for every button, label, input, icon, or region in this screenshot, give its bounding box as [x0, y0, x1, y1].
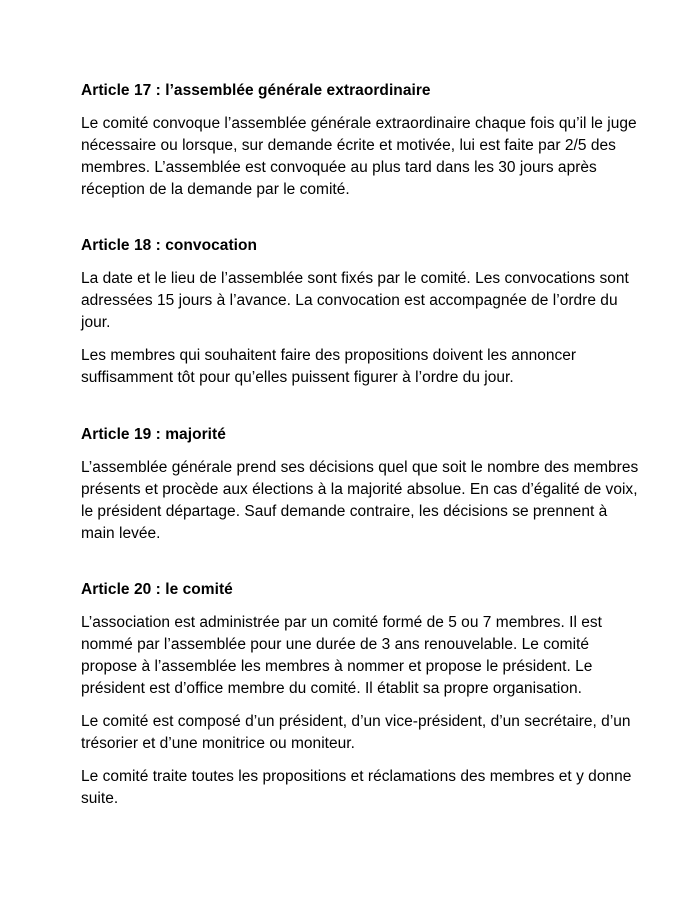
article-20-paragraph-2: Le comité est composé d’un président, d’un vice-président, d’un secrétaire, d’un trésorier et d’une monitrice ou moniteur. [81, 713, 631, 752]
article-18-paragraph-1: La date et le lieu de l’assemblée sont fixés par le comité. Les convocations sont adressées 15 jours à l’avance. La convocation est accompagnée de l’ordre du jour. [81, 270, 629, 331]
article-17-paragraph-1: Le comité convoque l’assemblée générale extraordinaire chaque fois qu’il le juge nécessaire ou lorsque, sur demande écrite et motivée, lui est faite par 2/5 des membres. L’assemblée est convoquée au plus tard dans les 30 jours après réception de la demande par le comité. [81, 115, 637, 198]
article-19 [81, 424, 641, 556]
article-18-paragraph-2: Les membres qui souhaitent faire des propositions doivent les annoncer suffisamment tôt pour qu’elles puissent figurer à l’ordre du jour. [81, 347, 577, 386]
article-20-paragraph-3: Le comité traite toutes les propositions et réclamations des membres et y donne suite. [81, 768, 632, 807]
article-18 [81, 235, 641, 400]
article-20-paragraph-1: L’association est administrée par un comité formé de 5 ou 7 membres. Il est nommé par l’assemblée pour une durée de 3 ans renouvelable. Le comité propose à l’assemblée les membres à nommer et propose le président. Le président est d’office membre du comité. Il établit sa propre organisation. [81, 614, 602, 697]
article-20-heading: Article 20 : le comité [81, 581, 233, 598]
article-18-heading: Article 18 : convocation [81, 237, 258, 254]
article-20 [81, 579, 641, 821]
article-17-heading: Article 17 : l’assemblée générale extraordinaire [81, 82, 431, 99]
article-19-paragraph-1: L’assemblée générale prend ses décisions quel que soit le nombre des membres présents et procède aux élections à la majorité absolue. En cas d’égalité de voix, le président départage. Sauf demande contraire, les décisions se prennent à main levée. [81, 459, 639, 542]
article-17 [81, 80, 641, 212]
article-19-heading: Article 19 : majorité [81, 426, 226, 443]
